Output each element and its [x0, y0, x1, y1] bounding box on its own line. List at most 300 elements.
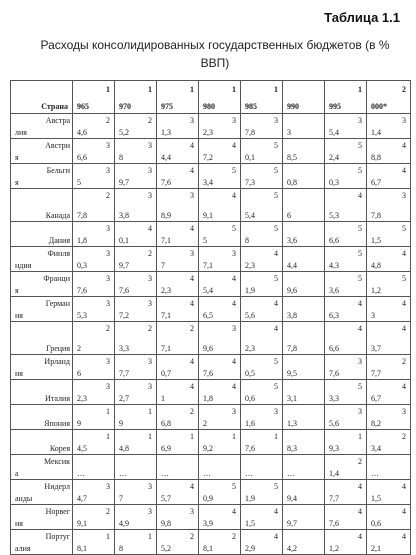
- value-bottom: 8,1: [203, 544, 213, 553]
- value-bottom: 9,6: [203, 344, 213, 353]
- value-top: 4: [402, 482, 406, 491]
- value-bottom: …: [287, 469, 295, 478]
- value-cell: [115, 272, 157, 297]
- value-cell: [325, 164, 367, 189]
- value-bottom: 7,1: [161, 236, 171, 245]
- value-bottom: 4,4: [161, 153, 171, 162]
- value-top: 4: [402, 166, 406, 175]
- value-bottom: 8,9: [161, 211, 171, 220]
- value-cell: [325, 247, 367, 272]
- value-cell: [73, 380, 115, 405]
- value-top: 1: [148, 407, 152, 416]
- value-bottom: 1,5: [245, 519, 255, 528]
- country-name-bottom: алия: [15, 544, 31, 553]
- value-bottom: 8: [245, 236, 249, 245]
- country-cell: [11, 322, 73, 355]
- value-bottom: 0,7: [161, 369, 171, 378]
- value-cell: [115, 139, 157, 164]
- value-bottom: 6,5: [203, 311, 213, 320]
- value-bottom: 0,1: [245, 153, 255, 162]
- value-cell: [367, 322, 411, 355]
- value-cell: [241, 355, 283, 380]
- value-cell: [115, 455, 157, 480]
- table-row: [11, 505, 411, 530]
- country-name-top: Португ: [45, 532, 70, 541]
- country-cell: [11, 380, 73, 405]
- value-bottom: 9: [119, 419, 123, 428]
- header-year-cell: [283, 81, 325, 114]
- header-year-cell: [325, 81, 367, 114]
- value-bottom: 2,3: [245, 261, 255, 270]
- value-top: 3: [190, 507, 194, 516]
- value-bottom: 9,4: [287, 494, 297, 503]
- value-bottom: 6,9: [161, 444, 171, 453]
- country-name-top: Нидерл: [44, 482, 70, 491]
- value-top: 3: [274, 407, 278, 416]
- value-bottom: 2: [77, 344, 81, 353]
- header-year-top: 1: [232, 85, 236, 94]
- value-top: 2: [402, 432, 406, 441]
- value-cell: [199, 272, 241, 297]
- value-cell: [73, 480, 115, 505]
- header-year-bottom: 000*: [371, 102, 387, 111]
- value-cell: [367, 405, 411, 430]
- value-cell: [73, 430, 115, 455]
- value-top: 2: [148, 324, 152, 333]
- value-cell: [157, 272, 199, 297]
- value-top: 5: [274, 141, 278, 150]
- value-cell: [241, 164, 283, 189]
- value-bottom: 2,3: [203, 128, 213, 137]
- value-cell: [367, 297, 411, 322]
- value-bottom: 0,9: [203, 494, 213, 503]
- table-row: [11, 355, 411, 380]
- value-bottom: 5,2: [161, 544, 171, 553]
- value-bottom: 3,8: [287, 311, 297, 320]
- value-top: 2: [190, 532, 194, 541]
- value-cell: [73, 139, 115, 164]
- value-top: 5: [358, 166, 362, 175]
- value-top: 4: [358, 324, 362, 333]
- value-cell: [367, 189, 411, 222]
- value-top: 3: [402, 191, 406, 200]
- value-bottom: 7,2: [119, 311, 129, 320]
- value-bottom: 2,4: [329, 153, 339, 162]
- value-cell: [325, 355, 367, 380]
- value-bottom: 3,3: [119, 344, 129, 353]
- value-cell: [115, 222, 157, 247]
- country-cell: [11, 222, 73, 247]
- value-cell: [199, 297, 241, 322]
- value-cell: [115, 505, 157, 530]
- value-top: 4: [232, 357, 236, 366]
- value-cell: [367, 480, 411, 505]
- country-name-bottom: ия: [15, 369, 23, 378]
- value-top: 5: [274, 166, 278, 175]
- value-cell: [241, 430, 283, 455]
- value-bottom: 3,4: [203, 178, 213, 187]
- value-top: 4: [232, 382, 236, 391]
- header-year-cell: [367, 81, 411, 114]
- value-bottom: 8,5: [287, 153, 297, 162]
- value-top: 3: [402, 407, 406, 416]
- value-top: 3: [106, 249, 110, 258]
- value-top: 4: [190, 274, 194, 283]
- header-row: [11, 81, 411, 114]
- value-cell: [73, 164, 115, 189]
- value-cell: [157, 164, 199, 189]
- value-bottom: 0,8: [287, 178, 297, 187]
- value-bottom: 6,6: [329, 344, 339, 353]
- value-cell: [325, 530, 367, 555]
- country-name-top: Австри: [45, 141, 70, 150]
- value-top: 5: [358, 224, 362, 233]
- value-bottom: 4,6: [77, 128, 87, 137]
- country-name-top: Герман: [45, 299, 70, 308]
- value-bottom: 3: [287, 128, 291, 137]
- value-cell: [325, 189, 367, 222]
- value-bottom: 7,8: [287, 344, 297, 353]
- country-cell: [11, 272, 73, 297]
- value-top: 4: [232, 191, 236, 200]
- value-top: 5: [274, 224, 278, 233]
- value-top: 5: [358, 382, 362, 391]
- value-cell: [115, 297, 157, 322]
- country-name-bottom: я: [15, 286, 19, 295]
- value-cell: [73, 455, 115, 480]
- value-bottom: 7: [161, 261, 165, 270]
- table-row: [11, 272, 411, 297]
- value-bottom: 5,7: [161, 494, 171, 503]
- value-bottom: …: [77, 469, 85, 478]
- value-top: 3: [106, 224, 110, 233]
- value-cell: [199, 114, 241, 139]
- country-cell: [11, 247, 73, 272]
- value-cell: [325, 322, 367, 355]
- value-bottom: 7,1: [161, 311, 171, 320]
- value-bottom: 7,3: [245, 178, 255, 187]
- country-cell: [11, 430, 73, 455]
- value-bottom: 0,5: [245, 369, 255, 378]
- value-bottom: 1,3: [161, 128, 171, 137]
- value-cell: [73, 189, 115, 222]
- value-cell: [325, 430, 367, 455]
- value-bottom: 7,6: [161, 178, 171, 187]
- country-name-bottom: ия: [15, 519, 23, 528]
- country-cell: [11, 114, 73, 139]
- value-bottom: 1,4: [371, 128, 381, 137]
- country-name-bottom: ндия: [15, 261, 32, 270]
- value-cell: [325, 139, 367, 164]
- country-name-top: Норвег: [45, 507, 70, 516]
- value-cell: [241, 272, 283, 297]
- value-top: 5: [232, 166, 236, 175]
- value-cell: [199, 430, 241, 455]
- value-bottom: 7,8: [371, 211, 381, 220]
- country-cell: [11, 405, 73, 430]
- value-cell: [325, 480, 367, 505]
- value-cell: [367, 455, 411, 480]
- country-name-bottom: Япония: [44, 419, 70, 428]
- value-top: 3: [148, 299, 152, 308]
- value-cell: [241, 505, 283, 530]
- value-cell: [157, 222, 199, 247]
- value-top: 1: [106, 532, 110, 541]
- table-row: [11, 297, 411, 322]
- value-cell: [325, 272, 367, 297]
- value-bottom: 8: [119, 153, 123, 162]
- value-top: 4: [148, 224, 152, 233]
- value-bottom: 1,2: [329, 544, 339, 553]
- value-top: 3: [232, 324, 236, 333]
- header-year-top: 1: [148, 85, 152, 94]
- value-bottom: 0,3: [329, 178, 339, 187]
- value-top: 3: [232, 116, 236, 125]
- value-cell: [115, 430, 157, 455]
- table-row: [11, 114, 411, 139]
- value-bottom: 4,2: [287, 544, 297, 553]
- value-top: 5: [274, 274, 278, 283]
- value-top: 2: [190, 407, 194, 416]
- value-top: 3: [358, 116, 362, 125]
- value-top: 2: [106, 324, 110, 333]
- value-bottom: 3,9: [203, 519, 213, 528]
- value-cell: [283, 297, 325, 322]
- value-cell: [157, 247, 199, 272]
- value-bottom: 7,7: [371, 369, 381, 378]
- value-top: 4: [402, 532, 406, 541]
- value-top: 5: [274, 357, 278, 366]
- value-top: 5: [274, 191, 278, 200]
- value-cell: [241, 247, 283, 272]
- value-bottom: 8,2: [371, 419, 381, 428]
- value-cell: [367, 222, 411, 247]
- value-top: 5: [274, 382, 278, 391]
- value-top: 4: [190, 382, 194, 391]
- value-bottom: 7,1: [203, 261, 213, 270]
- value-top: 5: [402, 274, 406, 283]
- value-bottom: 9,5: [287, 369, 297, 378]
- value-bottom: 2,3: [161, 286, 171, 295]
- value-top: 3: [190, 116, 194, 125]
- value-cell: [283, 530, 325, 555]
- value-cell: [367, 247, 411, 272]
- value-top: 3: [232, 407, 236, 416]
- header-year-bottom: 980: [203, 102, 215, 111]
- header-country-cell: [11, 81, 73, 114]
- country-cell: [11, 297, 73, 322]
- country-name-top: Финля: [47, 249, 70, 258]
- value-bottom: 9,8: [161, 519, 171, 528]
- value-top: 3: [148, 191, 152, 200]
- value-cell: [283, 222, 325, 247]
- value-top: 3: [106, 382, 110, 391]
- value-bottom: 2,3: [77, 394, 87, 403]
- value-cell: [325, 455, 367, 480]
- value-cell: [157, 430, 199, 455]
- value-bottom: 6: [287, 211, 291, 220]
- value-top: 1: [274, 432, 278, 441]
- value-bottom: 9,7: [119, 261, 129, 270]
- country-name-top: Ирланд: [44, 357, 70, 366]
- value-bottom: 7,8: [77, 211, 87, 220]
- value-cell: [73, 247, 115, 272]
- value-cell: [199, 189, 241, 222]
- value-cell: [283, 322, 325, 355]
- value-bottom: 4,4: [287, 261, 297, 270]
- value-cell: [241, 222, 283, 247]
- value-bottom: 9,1: [77, 519, 87, 528]
- header-year-cell: [199, 81, 241, 114]
- expenditure-table: [10, 80, 411, 555]
- value-top: 2: [402, 357, 406, 366]
- value-top: 4: [358, 299, 362, 308]
- country-cell: [11, 189, 73, 222]
- table-row: [11, 455, 411, 480]
- value-bottom: 4,7: [77, 494, 87, 503]
- value-cell: [73, 530, 115, 555]
- value-bottom: 5,3: [77, 311, 87, 320]
- value-cell: [199, 380, 241, 405]
- value-cell: [157, 139, 199, 164]
- value-top: 1: [358, 432, 362, 441]
- value-bottom: 7,6: [119, 286, 129, 295]
- value-bottom: 8: [119, 544, 123, 553]
- value-top: 3: [190, 191, 194, 200]
- value-top: 4: [190, 482, 194, 491]
- value-top: 4: [274, 507, 278, 516]
- value-bottom: 3,4: [371, 444, 381, 453]
- country-name-top: Австра: [45, 116, 70, 125]
- value-cell: [283, 355, 325, 380]
- value-top: 1: [106, 407, 110, 416]
- country-cell: [11, 164, 73, 189]
- value-top: 4: [190, 141, 194, 150]
- table-row: [11, 430, 411, 455]
- value-cell: [367, 355, 411, 380]
- value-top: 4: [232, 507, 236, 516]
- value-cell: [115, 189, 157, 222]
- value-cell: [157, 322, 199, 355]
- value-cell: [367, 430, 411, 455]
- header-year-bottom: 985: [245, 102, 257, 111]
- value-cell: [241, 405, 283, 430]
- value-top: 1: [148, 432, 152, 441]
- value-bottom: 5,4: [329, 128, 339, 137]
- value-cell: [367, 164, 411, 189]
- value-top: 4: [190, 357, 194, 366]
- value-top: 5: [232, 224, 236, 233]
- country-name-bottom: Дания: [48, 236, 70, 245]
- country-name-bottom: я: [15, 178, 19, 187]
- value-bottom: 9,3: [329, 444, 339, 453]
- value-bottom: 6,8: [161, 419, 171, 428]
- value-cell: [157, 297, 199, 322]
- header-year-top: 1: [106, 85, 110, 94]
- value-top: 3: [148, 507, 152, 516]
- value-cell: [283, 455, 325, 480]
- header-country-label: Страна: [41, 102, 68, 111]
- value-cell: [199, 405, 241, 430]
- value-cell: [115, 355, 157, 380]
- table-row: [11, 222, 411, 247]
- value-top: 4: [274, 249, 278, 258]
- value-top: 3: [148, 482, 152, 491]
- table-row: [11, 380, 411, 405]
- table-row: [11, 164, 411, 189]
- value-cell: [115, 380, 157, 405]
- value-bottom: 3,6: [329, 286, 339, 295]
- value-top: 3: [106, 141, 110, 150]
- value-bottom: 9,7: [287, 519, 297, 528]
- value-top: 3: [148, 141, 152, 150]
- value-bottom: 3,7: [371, 344, 381, 353]
- value-cell: [73, 322, 115, 355]
- header-year-bottom: 965: [77, 102, 89, 111]
- value-top: 4: [274, 324, 278, 333]
- value-bottom: 1,8: [77, 236, 87, 245]
- value-bottom: 5,3: [329, 211, 339, 220]
- value-bottom: 6: [77, 369, 81, 378]
- value-top: 1: [190, 432, 194, 441]
- header-year-bottom: 995: [329, 102, 341, 111]
- value-top: 4: [402, 324, 406, 333]
- value-bottom: 1,6: [245, 419, 255, 428]
- country-name-bottom: а: [15, 469, 19, 478]
- value-cell: [157, 530, 199, 555]
- value-top: 4: [190, 166, 194, 175]
- value-top: 3: [274, 116, 278, 125]
- value-cell: [199, 355, 241, 380]
- value-bottom: 2,1: [371, 544, 381, 553]
- country-name-bottom: анды: [15, 494, 33, 503]
- value-top: 3: [148, 382, 152, 391]
- value-top: 4: [358, 191, 362, 200]
- value-top: 2: [358, 457, 362, 466]
- value-top: 4: [402, 249, 406, 258]
- value-bottom: 4,5: [77, 444, 87, 453]
- value-bottom: 5,6: [329, 419, 339, 428]
- table-row: [11, 322, 411, 355]
- value-top: 2: [148, 249, 152, 258]
- value-cell: [73, 297, 115, 322]
- value-bottom: 9,7: [119, 178, 129, 187]
- value-cell: [325, 114, 367, 139]
- value-bottom: 7,6: [203, 369, 213, 378]
- value-bottom: 1,5: [371, 494, 381, 503]
- value-top: 4: [402, 382, 406, 391]
- country-cell: [11, 455, 73, 480]
- value-bottom: 2,3: [245, 344, 255, 353]
- country-cell: [11, 355, 73, 380]
- value-top: 3: [358, 357, 362, 366]
- value-top: 4: [190, 224, 194, 233]
- country-cell: [11, 505, 73, 530]
- value-bottom: 7,7: [329, 494, 339, 503]
- value-cell: [367, 530, 411, 555]
- value-cell: [115, 405, 157, 430]
- value-bottom: 1,4: [329, 469, 339, 478]
- table-number: Таблица 1.1: [324, 10, 400, 25]
- value-bottom: …: [203, 469, 211, 478]
- value-cell: [325, 222, 367, 247]
- value-cell: [325, 297, 367, 322]
- value-cell: [115, 322, 157, 355]
- value-bottom: 5,2: [119, 128, 129, 137]
- value-bottom: 4,3: [329, 261, 339, 270]
- table-row: [11, 139, 411, 164]
- header-year-bottom: 990: [287, 102, 299, 111]
